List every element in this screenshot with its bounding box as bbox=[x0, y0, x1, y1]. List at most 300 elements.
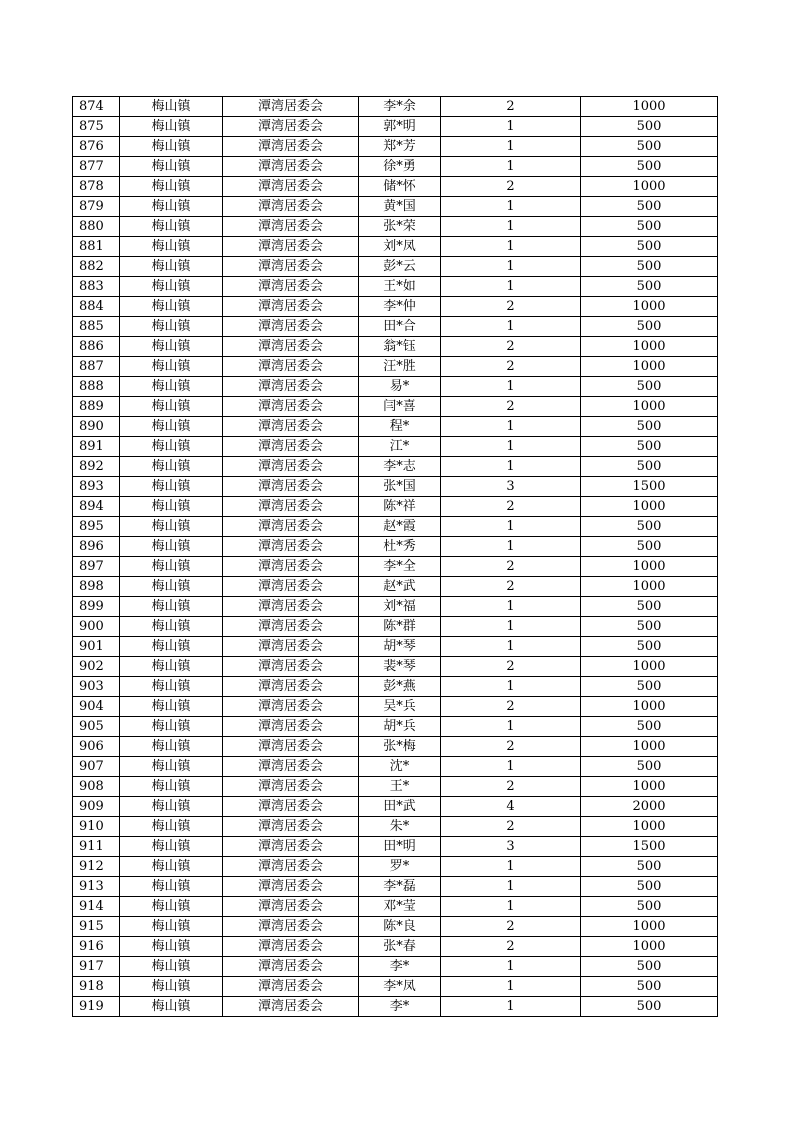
table-row bbox=[73, 577, 718, 597]
name-cell: 裴*琴 bbox=[359, 657, 441, 677]
committee-cell: 潭湾居委会 bbox=[223, 97, 359, 117]
table-row bbox=[73, 837, 718, 857]
row-number-cell: 889 bbox=[73, 397, 120, 417]
town-cell: 梅山镇 bbox=[120, 857, 223, 877]
table-row bbox=[73, 617, 718, 637]
name-cell: 李* bbox=[359, 997, 441, 1017]
table-row bbox=[73, 317, 718, 337]
amount-cell: 500 bbox=[581, 957, 718, 977]
count-cell: 1 bbox=[441, 417, 581, 437]
town-cell: 梅山镇 bbox=[120, 477, 223, 497]
amount-cell: 1000 bbox=[581, 917, 718, 937]
table-row bbox=[73, 157, 718, 177]
amount-cell: 500 bbox=[581, 717, 718, 737]
committee-cell: 潭湾居委会 bbox=[223, 257, 359, 277]
row-number-cell: 901 bbox=[73, 637, 120, 657]
name-cell: 陈*良 bbox=[359, 917, 441, 937]
amount-cell: 500 bbox=[581, 377, 718, 397]
town-cell: 梅山镇 bbox=[120, 97, 223, 117]
town-cell: 梅山镇 bbox=[120, 237, 223, 257]
count-cell: 1 bbox=[441, 517, 581, 537]
roster-table bbox=[72, 96, 718, 1017]
row-number-cell: 918 bbox=[73, 977, 120, 997]
name-cell: 李*全 bbox=[359, 557, 441, 577]
count-cell: 1 bbox=[441, 857, 581, 877]
row-number-cell: 892 bbox=[73, 457, 120, 477]
count-cell: 1 bbox=[441, 897, 581, 917]
town-cell: 梅山镇 bbox=[120, 697, 223, 717]
count-cell: 2 bbox=[441, 577, 581, 597]
town-cell: 梅山镇 bbox=[120, 637, 223, 657]
table-row bbox=[73, 517, 718, 537]
name-cell: 杜*秀 bbox=[359, 537, 441, 557]
table-row bbox=[73, 137, 718, 157]
committee-cell: 潭湾居委会 bbox=[223, 397, 359, 417]
count-cell: 1 bbox=[441, 317, 581, 337]
amount-cell: 1000 bbox=[581, 557, 718, 577]
name-cell: 刘*福 bbox=[359, 597, 441, 617]
row-number-cell: 877 bbox=[73, 157, 120, 177]
count-cell: 4 bbox=[441, 797, 581, 817]
town-cell: 梅山镇 bbox=[120, 217, 223, 237]
row-number-cell: 913 bbox=[73, 877, 120, 897]
amount-cell: 500 bbox=[581, 457, 718, 477]
row-number-cell: 919 bbox=[73, 997, 120, 1017]
amount-cell: 500 bbox=[581, 857, 718, 877]
committee-cell: 潭湾居委会 bbox=[223, 937, 359, 957]
amount-cell: 500 bbox=[581, 997, 718, 1017]
town-cell: 梅山镇 bbox=[120, 877, 223, 897]
name-cell: 易* bbox=[359, 377, 441, 397]
table-row bbox=[73, 117, 718, 137]
town-cell: 梅山镇 bbox=[120, 297, 223, 317]
table-row bbox=[73, 357, 718, 377]
count-cell: 1 bbox=[441, 617, 581, 637]
town-cell: 梅山镇 bbox=[120, 257, 223, 277]
table-row bbox=[73, 717, 718, 737]
count-cell: 2 bbox=[441, 357, 581, 377]
name-cell: 徐*勇 bbox=[359, 157, 441, 177]
table-row bbox=[73, 697, 718, 717]
table-row bbox=[73, 257, 718, 277]
table-row bbox=[73, 497, 718, 517]
table-row bbox=[73, 377, 718, 397]
committee-cell: 潭湾居委会 bbox=[223, 677, 359, 697]
amount-cell: 1000 bbox=[581, 937, 718, 957]
name-cell: 李* bbox=[359, 957, 441, 977]
table-row bbox=[73, 437, 718, 457]
town-cell: 梅山镇 bbox=[120, 957, 223, 977]
committee-cell: 潭湾居委会 bbox=[223, 157, 359, 177]
town-cell: 梅山镇 bbox=[120, 377, 223, 397]
town-cell: 梅山镇 bbox=[120, 137, 223, 157]
count-cell: 1 bbox=[441, 457, 581, 477]
town-cell: 梅山镇 bbox=[120, 777, 223, 797]
amount-cell: 500 bbox=[581, 137, 718, 157]
town-cell: 梅山镇 bbox=[120, 977, 223, 997]
committee-cell: 潭湾居委会 bbox=[223, 557, 359, 577]
committee-cell: 潭湾居委会 bbox=[223, 797, 359, 817]
town-cell: 梅山镇 bbox=[120, 797, 223, 817]
committee-cell: 潭湾居委会 bbox=[223, 757, 359, 777]
amount-cell: 1000 bbox=[581, 397, 718, 417]
name-cell: 李*仲 bbox=[359, 297, 441, 317]
table-row bbox=[73, 937, 718, 957]
amount-cell: 1500 bbox=[581, 837, 718, 857]
name-cell: 赵*霞 bbox=[359, 517, 441, 537]
count-cell: 1 bbox=[441, 757, 581, 777]
table-row bbox=[73, 457, 718, 477]
town-cell: 梅山镇 bbox=[120, 337, 223, 357]
name-cell: 陈*祥 bbox=[359, 497, 441, 517]
row-number-cell: 917 bbox=[73, 957, 120, 977]
committee-cell: 潭湾居委会 bbox=[223, 777, 359, 797]
count-cell: 1 bbox=[441, 157, 581, 177]
name-cell: 汪*胜 bbox=[359, 357, 441, 377]
amount-cell: 1000 bbox=[581, 297, 718, 317]
amount-cell: 1000 bbox=[581, 577, 718, 597]
town-cell: 梅山镇 bbox=[120, 997, 223, 1017]
town-cell: 梅山镇 bbox=[120, 497, 223, 517]
name-cell: 张*荣 bbox=[359, 217, 441, 237]
row-number-cell: 890 bbox=[73, 417, 120, 437]
count-cell: 3 bbox=[441, 837, 581, 857]
name-cell: 彭*云 bbox=[359, 257, 441, 277]
row-number-cell: 879 bbox=[73, 197, 120, 217]
committee-cell: 潭湾居委会 bbox=[223, 337, 359, 357]
count-cell: 2 bbox=[441, 177, 581, 197]
row-number-cell: 902 bbox=[73, 657, 120, 677]
committee-cell: 潭湾居委会 bbox=[223, 657, 359, 677]
count-cell: 2 bbox=[441, 337, 581, 357]
name-cell: 储*怀 bbox=[359, 177, 441, 197]
row-number-cell: 906 bbox=[73, 737, 120, 757]
committee-cell: 潭湾居委会 bbox=[223, 837, 359, 857]
amount-cell: 500 bbox=[581, 617, 718, 637]
name-cell: 赵*武 bbox=[359, 577, 441, 597]
table-row bbox=[73, 397, 718, 417]
name-cell: 李*凤 bbox=[359, 977, 441, 997]
count-cell: 2 bbox=[441, 397, 581, 417]
name-cell: 李*磊 bbox=[359, 877, 441, 897]
town-cell: 梅山镇 bbox=[120, 677, 223, 697]
amount-cell: 500 bbox=[581, 217, 718, 237]
amount-cell: 2000 bbox=[581, 797, 718, 817]
amount-cell: 1000 bbox=[581, 337, 718, 357]
name-cell: 田*合 bbox=[359, 317, 441, 337]
table-row bbox=[73, 817, 718, 837]
committee-cell: 潭湾居委会 bbox=[223, 197, 359, 217]
count-cell: 2 bbox=[441, 497, 581, 517]
row-number-cell: 900 bbox=[73, 617, 120, 637]
row-number-cell: 874 bbox=[73, 97, 120, 117]
table-row bbox=[73, 557, 718, 577]
committee-cell: 潭湾居委会 bbox=[223, 717, 359, 737]
committee-cell: 潭湾居委会 bbox=[223, 897, 359, 917]
amount-cell: 500 bbox=[581, 237, 718, 257]
committee-cell: 潭湾居委会 bbox=[223, 917, 359, 937]
committee-cell: 潭湾居委会 bbox=[223, 817, 359, 837]
row-number-cell: 883 bbox=[73, 277, 120, 297]
town-cell: 梅山镇 bbox=[120, 737, 223, 757]
table-row bbox=[73, 277, 718, 297]
table-row bbox=[73, 777, 718, 797]
name-cell: 吴*兵 bbox=[359, 697, 441, 717]
town-cell: 梅山镇 bbox=[120, 597, 223, 617]
amount-cell: 1000 bbox=[581, 817, 718, 837]
count-cell: 1 bbox=[441, 257, 581, 277]
table-row bbox=[73, 857, 718, 877]
amount-cell: 500 bbox=[581, 417, 718, 437]
row-number-cell: 907 bbox=[73, 757, 120, 777]
name-cell: 刘*凤 bbox=[359, 237, 441, 257]
table-row bbox=[73, 757, 718, 777]
committee-cell: 潭湾居委会 bbox=[223, 637, 359, 657]
table-row bbox=[73, 417, 718, 437]
town-cell: 梅山镇 bbox=[120, 457, 223, 477]
table-row bbox=[73, 597, 718, 617]
table-row bbox=[73, 957, 718, 977]
table-row bbox=[73, 217, 718, 237]
name-cell: 王* bbox=[359, 777, 441, 797]
count-cell: 1 bbox=[441, 717, 581, 737]
amount-cell: 1000 bbox=[581, 97, 718, 117]
count-cell: 1 bbox=[441, 977, 581, 997]
amount-cell: 1000 bbox=[581, 657, 718, 677]
town-cell: 梅山镇 bbox=[120, 157, 223, 177]
committee-cell: 潭湾居委会 bbox=[223, 297, 359, 317]
town-cell: 梅山镇 bbox=[120, 917, 223, 937]
count-cell: 2 bbox=[441, 697, 581, 717]
name-cell: 郑*芳 bbox=[359, 137, 441, 157]
name-cell: 张*国 bbox=[359, 477, 441, 497]
committee-cell: 潭湾居委会 bbox=[223, 957, 359, 977]
committee-cell: 潭湾居委会 bbox=[223, 117, 359, 137]
row-number-cell: 903 bbox=[73, 677, 120, 697]
row-number-cell: 899 bbox=[73, 597, 120, 617]
table-row bbox=[73, 677, 718, 697]
town-cell: 梅山镇 bbox=[120, 397, 223, 417]
table-row bbox=[73, 537, 718, 557]
town-cell: 梅山镇 bbox=[120, 657, 223, 677]
row-number-cell: 914 bbox=[73, 897, 120, 917]
town-cell: 梅山镇 bbox=[120, 357, 223, 377]
name-cell: 翁*钰 bbox=[359, 337, 441, 357]
amount-cell: 500 bbox=[581, 197, 718, 217]
count-cell: 2 bbox=[441, 817, 581, 837]
row-number-cell: 894 bbox=[73, 497, 120, 517]
committee-cell: 潭湾居委会 bbox=[223, 317, 359, 337]
row-number-cell: 908 bbox=[73, 777, 120, 797]
row-number-cell: 904 bbox=[73, 697, 120, 717]
committee-cell: 潭湾居委会 bbox=[223, 857, 359, 877]
amount-cell: 500 bbox=[581, 257, 718, 277]
count-cell: 2 bbox=[441, 737, 581, 757]
count-cell: 1 bbox=[441, 597, 581, 617]
name-cell: 胡*兵 bbox=[359, 717, 441, 737]
row-number-cell: 880 bbox=[73, 217, 120, 237]
amount-cell: 500 bbox=[581, 517, 718, 537]
committee-cell: 潭湾居委会 bbox=[223, 617, 359, 637]
committee-cell: 潭湾居委会 bbox=[223, 697, 359, 717]
amount-cell: 500 bbox=[581, 537, 718, 557]
count-cell: 1 bbox=[441, 117, 581, 137]
town-cell: 梅山镇 bbox=[120, 717, 223, 737]
row-number-cell: 876 bbox=[73, 137, 120, 157]
amount-cell: 500 bbox=[581, 757, 718, 777]
row-number-cell: 881 bbox=[73, 237, 120, 257]
count-cell: 1 bbox=[441, 197, 581, 217]
table-row bbox=[73, 657, 718, 677]
committee-cell: 潭湾居委会 bbox=[223, 417, 359, 437]
table-row bbox=[73, 197, 718, 217]
row-number-cell: 891 bbox=[73, 437, 120, 457]
table-row bbox=[73, 977, 718, 997]
amount-cell: 500 bbox=[581, 977, 718, 997]
row-number-cell: 909 bbox=[73, 797, 120, 817]
table-row bbox=[73, 637, 718, 657]
amount-cell: 500 bbox=[581, 277, 718, 297]
committee-cell: 潭湾居委会 bbox=[223, 537, 359, 557]
name-cell: 田*明 bbox=[359, 837, 441, 857]
town-cell: 梅山镇 bbox=[120, 437, 223, 457]
row-number-cell: 888 bbox=[73, 377, 120, 397]
table-row bbox=[73, 737, 718, 757]
committee-cell: 潭湾居委会 bbox=[223, 597, 359, 617]
amount-cell: 500 bbox=[581, 317, 718, 337]
name-cell: 李*余 bbox=[359, 97, 441, 117]
amount-cell: 1500 bbox=[581, 477, 718, 497]
amount-cell: 1000 bbox=[581, 357, 718, 377]
town-cell: 梅山镇 bbox=[120, 177, 223, 197]
row-number-cell: 911 bbox=[73, 837, 120, 857]
amount-cell: 500 bbox=[581, 437, 718, 457]
row-number-cell: 878 bbox=[73, 177, 120, 197]
table-row bbox=[73, 917, 718, 937]
amount-cell: 1000 bbox=[581, 177, 718, 197]
committee-cell: 潭湾居委会 bbox=[223, 877, 359, 897]
count-cell: 3 bbox=[441, 477, 581, 497]
committee-cell: 潭湾居委会 bbox=[223, 477, 359, 497]
name-cell: 程* bbox=[359, 417, 441, 437]
table-row bbox=[73, 797, 718, 817]
count-cell: 2 bbox=[441, 917, 581, 937]
committee-cell: 潭湾居委会 bbox=[223, 217, 359, 237]
count-cell: 1 bbox=[441, 217, 581, 237]
town-cell: 梅山镇 bbox=[120, 277, 223, 297]
table-row bbox=[73, 877, 718, 897]
amount-cell: 1000 bbox=[581, 737, 718, 757]
amount-cell: 500 bbox=[581, 637, 718, 657]
name-cell: 罗* bbox=[359, 857, 441, 877]
name-cell: 郭*明 bbox=[359, 117, 441, 137]
amount-cell: 500 bbox=[581, 117, 718, 137]
committee-cell: 潭湾居委会 bbox=[223, 177, 359, 197]
committee-cell: 潭湾居委会 bbox=[223, 137, 359, 157]
name-cell: 张*梅 bbox=[359, 737, 441, 757]
row-number-cell: 887 bbox=[73, 357, 120, 377]
row-number-cell: 885 bbox=[73, 317, 120, 337]
row-number-cell: 898 bbox=[73, 577, 120, 597]
town-cell: 梅山镇 bbox=[120, 417, 223, 437]
name-cell: 田*武 bbox=[359, 797, 441, 817]
name-cell: 邓*莹 bbox=[359, 897, 441, 917]
amount-cell: 1000 bbox=[581, 697, 718, 717]
table-row bbox=[73, 997, 718, 1017]
name-cell: 彭*燕 bbox=[359, 677, 441, 697]
roster-table-body bbox=[73, 97, 718, 1017]
count-cell: 1 bbox=[441, 637, 581, 657]
name-cell: 闫*喜 bbox=[359, 397, 441, 417]
committee-cell: 潭湾居委会 bbox=[223, 737, 359, 757]
count-cell: 1 bbox=[441, 877, 581, 897]
committee-cell: 潭湾居委会 bbox=[223, 497, 359, 517]
row-number-cell: 884 bbox=[73, 297, 120, 317]
count-cell: 1 bbox=[441, 677, 581, 697]
committee-cell: 潭湾居委会 bbox=[223, 377, 359, 397]
amount-cell: 1000 bbox=[581, 777, 718, 797]
count-cell: 1 bbox=[441, 437, 581, 457]
count-cell: 2 bbox=[441, 657, 581, 677]
row-number-cell: 882 bbox=[73, 257, 120, 277]
amount-cell: 500 bbox=[581, 157, 718, 177]
count-cell: 2 bbox=[441, 557, 581, 577]
name-cell: 胡*琴 bbox=[359, 637, 441, 657]
town-cell: 梅山镇 bbox=[120, 897, 223, 917]
town-cell: 梅山镇 bbox=[120, 937, 223, 957]
committee-cell: 潭湾居委会 bbox=[223, 277, 359, 297]
row-number-cell: 875 bbox=[73, 117, 120, 137]
row-number-cell: 912 bbox=[73, 857, 120, 877]
row-number-cell: 896 bbox=[73, 537, 120, 557]
amount-cell: 500 bbox=[581, 897, 718, 917]
count-cell: 1 bbox=[441, 137, 581, 157]
town-cell: 梅山镇 bbox=[120, 517, 223, 537]
name-cell: 江* bbox=[359, 437, 441, 457]
committee-cell: 潭湾居委会 bbox=[223, 457, 359, 477]
count-cell: 2 bbox=[441, 97, 581, 117]
name-cell: 王*如 bbox=[359, 277, 441, 297]
name-cell: 黄*国 bbox=[359, 197, 441, 217]
amount-cell: 1000 bbox=[581, 497, 718, 517]
count-cell: 2 bbox=[441, 777, 581, 797]
town-cell: 梅山镇 bbox=[120, 837, 223, 857]
table-row bbox=[73, 97, 718, 117]
committee-cell: 潭湾居委会 bbox=[223, 977, 359, 997]
amount-cell: 500 bbox=[581, 877, 718, 897]
committee-cell: 潭湾居委会 bbox=[223, 437, 359, 457]
count-cell: 2 bbox=[441, 297, 581, 317]
count-cell: 1 bbox=[441, 957, 581, 977]
name-cell: 沈* bbox=[359, 757, 441, 777]
town-cell: 梅山镇 bbox=[120, 577, 223, 597]
row-number-cell: 897 bbox=[73, 557, 120, 577]
row-number-cell: 886 bbox=[73, 337, 120, 357]
town-cell: 梅山镇 bbox=[120, 757, 223, 777]
town-cell: 梅山镇 bbox=[120, 197, 223, 217]
count-cell: 1 bbox=[441, 277, 581, 297]
committee-cell: 潭湾居委会 bbox=[223, 517, 359, 537]
amount-cell: 500 bbox=[581, 677, 718, 697]
name-cell: 张*春 bbox=[359, 937, 441, 957]
table-row bbox=[73, 337, 718, 357]
town-cell: 梅山镇 bbox=[120, 117, 223, 137]
committee-cell: 潭湾居委会 bbox=[223, 577, 359, 597]
town-cell: 梅山镇 bbox=[120, 317, 223, 337]
table-row bbox=[73, 177, 718, 197]
count-cell: 2 bbox=[441, 937, 581, 957]
table-row bbox=[73, 477, 718, 497]
